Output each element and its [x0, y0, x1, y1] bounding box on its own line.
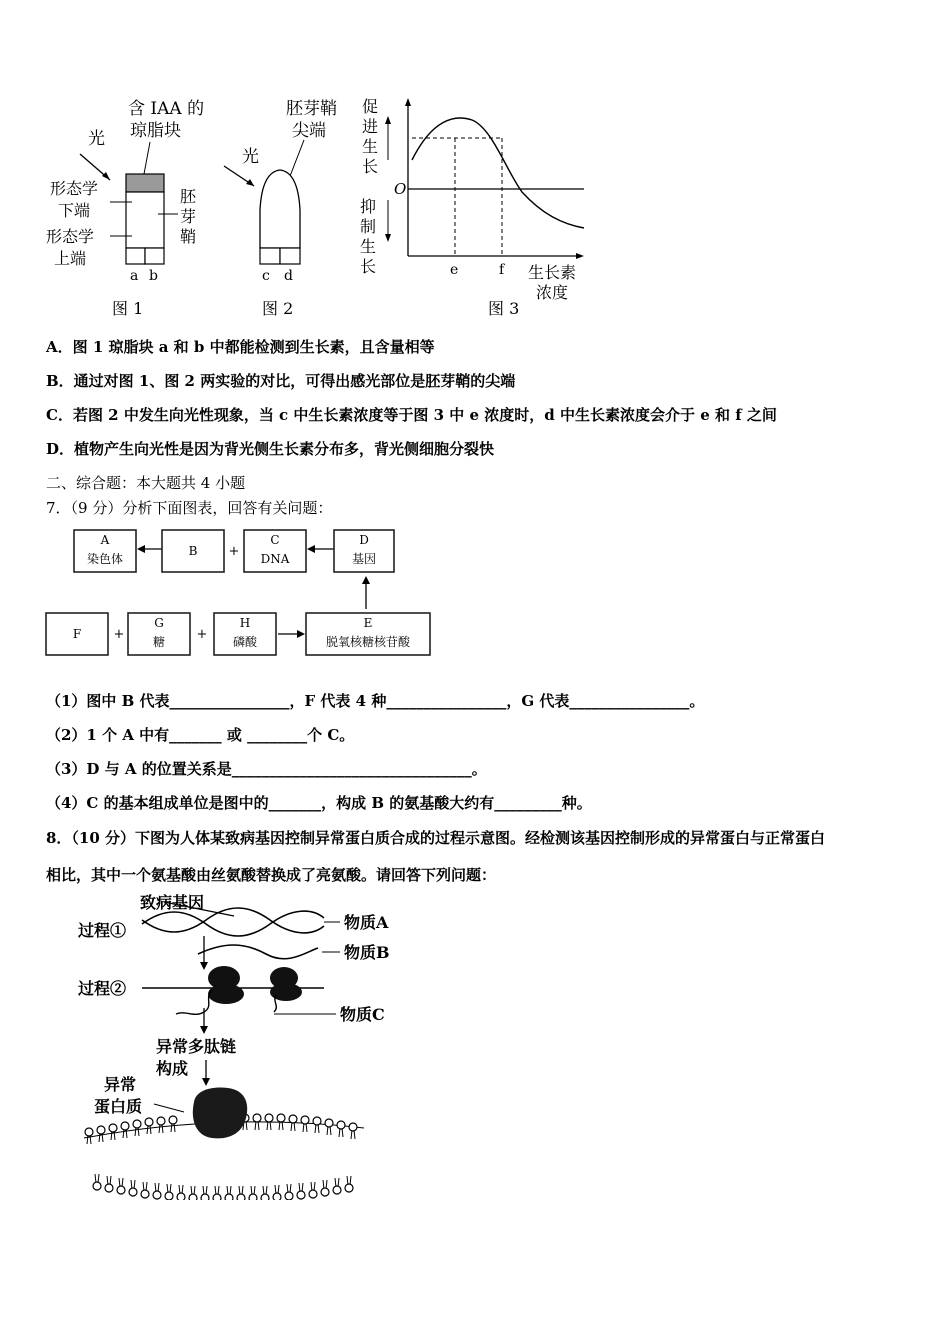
fig3-label-f: f: [499, 262, 505, 278]
figure-3: [360, 97, 584, 318]
option-b: B．通过对图 1、图 2 两实验的对比，可得出感光部位是胚芽鞘的尖端: [46, 372, 516, 390]
fig3-caption: 图 3: [488, 299, 520, 318]
lipid-bot-20: [321, 1180, 329, 1196]
abnormal-chain-label: 异常多肽链: [156, 1037, 237, 1056]
lipid-top-3: [109, 1124, 117, 1140]
arrow-constitute-head: [202, 1078, 210, 1086]
fig3-inhibit-3: 生: [360, 237, 377, 256]
arrow-b-to-a-head: [137, 545, 145, 553]
box-e-name: 脱氧核糖核苷酸: [325, 635, 411, 649]
fig2-label-c: c: [262, 268, 270, 284]
option-d: D．植物产生向光性是因为背光侧生长素分布多，背光侧细胞分裂快: [46, 440, 495, 458]
q7-sub3: （3）D 与 A 的位置关系是________________________________。: [46, 760, 487, 778]
fig1-upper-end-1: 形态学: [46, 227, 95, 246]
box-a-letter: A: [100, 533, 110, 547]
lipid-top-15: [313, 1117, 321, 1133]
lipid-bot-15: [261, 1186, 269, 1200]
box-c-letter: C: [270, 533, 280, 547]
box-e-letter: E: [363, 616, 373, 630]
fig2-tip-label-2: 尖端: [292, 121, 326, 141]
fig1-agar-b: [145, 248, 164, 264]
q8-line-1: 8．（10 分）下图为人体某致病基因控制异常蛋白质合成的过程示意图。经检测该基因控制形成的异常蛋白与正常蛋白: [46, 829, 826, 847]
fig2-coleoptile: [260, 170, 300, 248]
box-c-name: DNA: [260, 552, 290, 566]
lipid-top-8: [169, 1116, 177, 1132]
lipid-bot-6: [153, 1183, 161, 1199]
process2-label: 过程②: [78, 979, 127, 998]
abnormal-protein: [193, 1088, 247, 1139]
lipid-bot-19: [309, 1182, 317, 1198]
lipid-top-2: [97, 1126, 105, 1142]
fig3-inhibit-4: 长: [360, 257, 377, 276]
box-g-letter: G: [154, 616, 164, 630]
lipid-bot-14: [249, 1186, 257, 1200]
lipid-bot-7: [165, 1184, 173, 1200]
fig2-light-arrowhead: [246, 179, 254, 186]
section-title: 二、综合题：本大题共 4 小题: [46, 474, 246, 492]
lipid-top-14: [301, 1116, 309, 1132]
lipid-bot-16: [273, 1185, 281, 1200]
arrow-process1-head: [200, 962, 208, 970]
option-a: A．图 1 琼脂块 a 和 b 中都能检测到生长素，且含量相等: [46, 338, 435, 356]
fig3-down-arrowhead: [385, 234, 391, 242]
fig1-lower-end-2: 下端: [58, 201, 91, 220]
lipid-top-16: [325, 1119, 333, 1135]
box-d-letter: D: [359, 533, 369, 547]
arrow-e-to-d-head: [362, 576, 370, 584]
fig1-block-label-2: 琼脂块: [130, 121, 181, 141]
fig1-label-b: b: [149, 268, 158, 284]
top-figures: [40, 90, 600, 325]
fig2-agar-c: [260, 248, 280, 264]
fig3-promote-1: 促: [362, 97, 379, 116]
fig2-agar-d: [280, 248, 300, 264]
q8-diagram: [44, 890, 404, 1200]
box-h-letter: H: [239, 616, 251, 630]
figure-2: [224, 99, 337, 318]
abnormal-protein-label-2: 蛋白质: [94, 1097, 143, 1116]
lipid-bot-8: [177, 1185, 185, 1200]
lipid-top-5: [133, 1120, 141, 1136]
box-d-name: 基因: [351, 552, 377, 566]
lipid-top-6: [145, 1118, 153, 1134]
lipid-top-1: [85, 1128, 93, 1144]
fig1-upper-end-2: 上端: [54, 249, 87, 268]
lipid-bottom-layer: [93, 1174, 353, 1200]
fig1-coleoptile-2: 芽: [180, 207, 197, 226]
fig3-origin: O: [394, 180, 407, 198]
q7-diagram: [44, 525, 444, 665]
fig3-promote-4: 长: [362, 157, 379, 176]
plus-1: +: [228, 544, 240, 559]
q7-sub4: （4）C 的基本组成单位是图中的_______，构成 B 的氨基酸大约有_________种。: [46, 794, 592, 812]
constitute-label: 构成: [156, 1059, 189, 1078]
lipid-bot-18: [297, 1183, 305, 1199]
lipid-top-18: [349, 1123, 357, 1139]
q7-sub1: （1）图中 B 代表________________，F 代表 4 种________________，G 代表________________。: [46, 692, 705, 710]
figure-1: [46, 99, 204, 318]
abnormal-protein-label-1: 异常: [104, 1075, 137, 1094]
fig1-pointer: [144, 142, 150, 174]
fig1-coleoptile-1: 胚: [180, 187, 197, 206]
arrow-d-to-c-head: [307, 545, 315, 553]
lipid-bot-1: [93, 1174, 101, 1190]
box-g-name: 糖: [152, 635, 166, 649]
fig3-xlabel-2: 浓度: [536, 283, 569, 302]
box-b-letter: B: [188, 544, 198, 558]
fig3-x-arrowhead: [576, 253, 584, 259]
lipid-bot-10: [201, 1186, 209, 1200]
lipid-bot-21: [333, 1178, 341, 1194]
mat-c-label: 物质C: [340, 1005, 385, 1024]
arrow-process2-head: [200, 1026, 208, 1034]
plus-3: +: [196, 627, 208, 642]
gene-label: 致病基因: [140, 893, 205, 912]
fig3-promote-3: 生: [362, 137, 379, 156]
mat-a-label: 物质A: [344, 913, 389, 932]
fig2-light-label: 光: [242, 147, 259, 167]
box-a-name: 染色体: [86, 552, 124, 566]
mrna-b: [198, 945, 318, 959]
box-f-letter: F: [72, 627, 82, 641]
lipid-bot-5: [141, 1182, 149, 1198]
lipid-bot-4: [129, 1180, 137, 1196]
lipid-bot-11: [213, 1186, 221, 1200]
option-c: C．若图 2 中发生向光性现象，当 c 中生长素浓度等于图 3 中 e 浓度时，d 中生长素浓度会介于 e 和 f 之间: [46, 406, 777, 424]
fig3-response-curve: [412, 118, 584, 228]
fig1-light-label: 光: [88, 129, 105, 149]
lipid-bot-9: [189, 1186, 197, 1200]
lipid-top-17: [337, 1121, 345, 1137]
fig1-coleoptile-3: 鞘: [180, 227, 197, 246]
lipid-top-4: [121, 1122, 129, 1138]
fig3-up-arrowhead: [385, 116, 391, 124]
ribosome-1-large: [208, 984, 244, 1004]
box-h-name: 磷酸: [232, 635, 258, 649]
protein-pointer: [154, 1104, 184, 1112]
plus-2: +: [113, 627, 125, 642]
fig1-light-arrowhead: [102, 172, 110, 180]
arrow-h-to-e-head: [297, 630, 305, 638]
q7-sub2: （2）1 个 A 中有_______ 或 ________个 C。: [46, 726, 355, 744]
lipid-bot-12: [225, 1186, 233, 1200]
q8-line-2: 相比，其中一个氨基酸由丝氨酸替换成了亮氨酸。请回答下列问题：: [46, 866, 497, 884]
fig3-xlabel-1: 生长素: [528, 263, 577, 282]
lipid-bot-2: [105, 1176, 113, 1192]
mat-b-label: 物质B: [344, 943, 390, 962]
fig1-lower-end-1: 形态学: [50, 179, 99, 198]
lipid-bot-22: [345, 1176, 353, 1192]
fig1-coleoptile-segment: [126, 192, 164, 248]
fig2-label-d: d: [284, 268, 293, 284]
fig1-agar-a: [126, 248, 145, 264]
fig3-inhibit-1: 抑: [360, 197, 377, 216]
fig3-y-arrowhead: [405, 98, 411, 106]
fig1-caption: 图 1: [112, 299, 144, 318]
lipid-bot-13: [237, 1186, 245, 1200]
process1-label: 过程①: [78, 921, 127, 940]
lipid-bot-17: [285, 1184, 293, 1200]
fig1-label-a: a: [130, 268, 139, 284]
fig3-promote-2: 进: [362, 117, 379, 136]
lipid-top-7: [157, 1117, 165, 1133]
fig1-block-label-1: 含 IAA 的: [128, 99, 205, 119]
fig3-inhibit-2: 制: [360, 217, 377, 236]
fig1-iaa-block: [126, 174, 164, 192]
fig3-label-e: e: [450, 262, 459, 278]
fig2-caption: 图 2: [262, 299, 294, 318]
lipid-bot-3: [117, 1178, 125, 1194]
fig2-tip-label-1: 胚芽鞘: [286, 99, 337, 119]
peptide-1: [176, 990, 212, 1014]
q7-stem: 7．（9 分）分析下面图表，回答有关问题：: [46, 499, 333, 517]
